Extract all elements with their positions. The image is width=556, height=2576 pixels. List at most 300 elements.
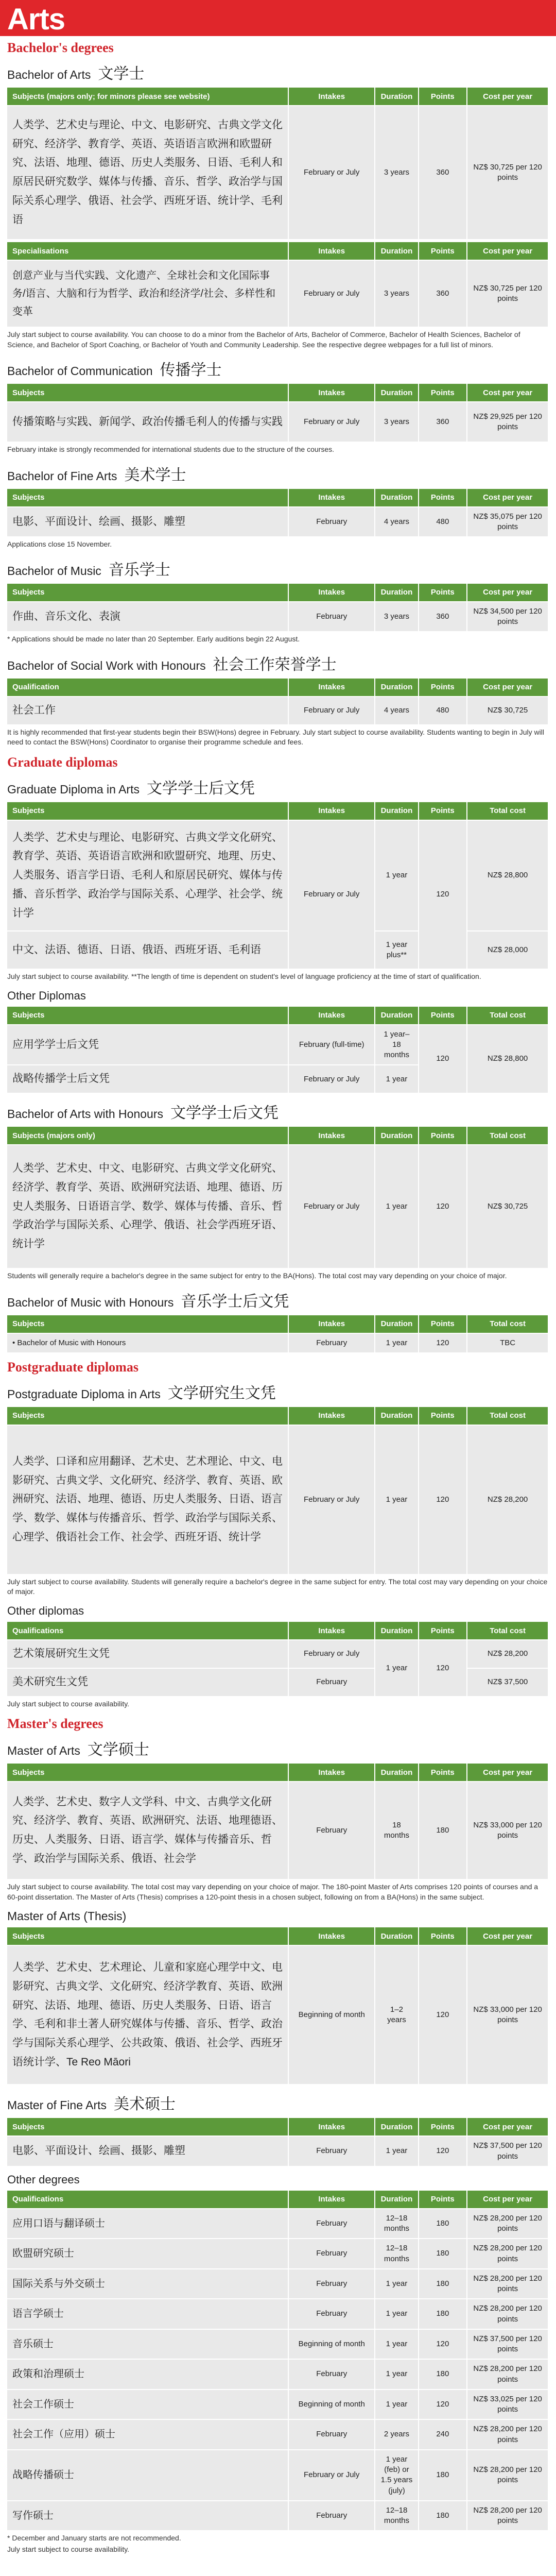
header-duration: Duration [375,1007,419,1024]
subjects-cell: 人类学、口译和应用翻译、艺术史、艺术理论、中文、电影研究、古典文学、文化研究、经济学、教育、英语、欧洲研究、法语、地理、德语、历史人类服务、日语、语言学、数学、媒体与传播音乐、哲学、政治学与国际关系、心理学、俄语社会工作、社会学、西班牙语、统计学 [7,1425,289,1574]
program-title-zh: 文学学士后文凭 [170,1105,279,1122]
header-subjects: Subjects [7,802,289,820]
duration-cell: 12–18 months [375,2500,419,2531]
program-title-en: Bachelor of Music [7,564,101,578]
qualification-cell: 社会工作（应用）硕士 [7,2419,289,2449]
footnote: July start subject to course availability. You can choose to do a minor from the Bachelor of Arts, Bachelor of Commerce, Bachelor of Health Sciences, Bachelor of Science, and Bachelor of Sport Coaching, or Bachelor of Youth and Community Leadership. See the respective degree webpages for a full list of minors. [7,330,520,349]
points-cell: 480 [419,506,468,537]
cost-cell: TBC [467,1333,549,1352]
points-cell: 360 [419,601,468,632]
duration-cell: 3 years [375,601,419,632]
program-bsw [7,652,549,748]
table-row [7,1333,549,1352]
cost-cell: NZ$ 37,500 [467,1668,549,1696]
header-intakes: Intakes [289,242,375,260]
footnote: February intake is strongly recommended for international students due to the structure of the courses. [7,445,334,454]
program-title-zh: 社会工作荣誉学士 [213,656,337,673]
subjects-cell: 作曲、音乐文化、表演 [7,601,289,632]
header-intakes: Intakes [289,1927,375,1945]
intakes-cell: February or July [289,820,375,969]
footnote: * Applications should be made no later than 20 September. Early auditions begin 22 August. [7,635,300,643]
table-row [7,1639,549,1668]
table-row [7,1781,549,1879]
header-intakes: Intakes [289,1315,375,1333]
program-table [7,88,549,239]
header-points: Points [419,2191,468,2208]
points-cell: 360 [419,260,468,327]
program-title-zh: 文学研究生文凭 [167,1384,276,1402]
header-duration: Duration [375,384,419,401]
subjects-cell: 人类学、艺术史与理论、中文、电影研究、古典文学文化研究、经济学、教育学、英语、英语语言欧洲和欧盟研究、法语、地理、德语、历史人类服务、日语、毛利人和原居民研究数学、媒体与传播、音乐、哲学、政治学与国际关系心理学、俄语、社会学、西班牙语、统计学、毛利语 [7,105,289,239]
cost-cell: NZ$ 28,200 per 120 points [467,2500,549,2531]
points-cell: 120 [419,820,468,969]
duration-cell: 1 year [375,2329,419,2359]
header-intakes: Intakes [289,88,375,105]
header-points: Points [419,1622,468,1639]
points-cell: 120 [419,1639,468,1696]
footnote: July start subject to course availability. [7,1699,130,1708]
subjects-cell: 应用学学士后文凭 [7,1024,289,1065]
duration-cell: 1 year [375,1333,419,1352]
intakes-cell: Beginning of month [289,1945,375,2084]
points-cell: 360 [419,401,468,442]
duration-cell: 1 year–18 months [375,1024,419,1065]
intakes-cell: Beginning of month [289,2389,375,2419]
header-duration: Duration [375,1927,419,1945]
cost-cell: NZ$ 28,800 [467,820,549,930]
points-cell: 180 [419,2449,468,2500]
duration-cell: 3 years [375,105,419,239]
program-gda [7,775,549,982]
header-cost: Cost per year [467,584,549,601]
program-ma-thesis [7,1909,549,2084]
points-cell: 180 [419,2500,468,2531]
table-row [7,930,549,969]
intakes-cell: February or July [289,1064,375,1093]
header-intakes: Intakes [289,679,375,696]
subjects-cell: 人类学、艺术史与理论、电影研究、古典文学文化研究、教育学、英语、英语语言欧洲和欧盟研究、地理、历史、人类服务、语言学日语、毛利人和原居民研究、媒体与传播、音乐哲学、政治学与国际关系、心理学、社会学、统计学 [7,820,289,930]
table-row [7,696,549,724]
program-table [7,1127,549,1268]
section-heading-graduate: Graduate diplomas [7,754,118,770]
program-table [7,1927,549,2084]
table-row [7,2136,549,2166]
qualification-cell: 写作硕士 [7,2500,289,2531]
points-cell: 120 [419,1333,468,1352]
duration-cell: 1 year [375,2268,419,2299]
subjects-cell: 人类学、艺术史、艺术理论、儿童和家庭心理学中文、电影研究、古典文学、文化研究、经济学教育、英语、欧洲研究、法语、地理、德语、历史人类服务、日语、语言学、毛利和非土著人研究媒体与传播、音乐、哲学、政治学与国际关系心理学、公共政策、俄语、社会学、西班牙语统计学、Te Reo Māori [7,1945,289,2084]
cost-cell: NZ$ 29,925 per 120 points [467,401,549,442]
header-subjects: Subjects [7,1407,289,1425]
program-table [7,1407,549,1574]
table-row [7,2268,549,2299]
header-cost: Cost per year [467,2118,549,2136]
header-subjects: Subjects (majors only; for minors please see website) [7,88,289,105]
program-title [7,357,549,380]
section-heading-masters: Master's degrees [7,1716,103,1732]
duration-cell: 1 year [375,1144,419,1268]
header-points: Points [419,242,468,260]
table-row [7,2298,549,2329]
points-cell: 240 [419,2419,468,2449]
program-table-specialisations [7,242,549,327]
program-title-en: Master of Arts [7,1744,80,1758]
points-cell: 180 [419,2359,468,2389]
header-duration: Duration [375,679,419,696]
footnote: It is highly recommended that first-year students begin their BSW(Hons) degree in February. July start subject to course availability. Students wanting to begin in July will need to contact the BSW(Hons) Coordinator to organise their programme schedule and fees. [7,727,544,747]
program-other-diplomas [7,989,549,1093]
header-duration: Duration [375,489,419,506]
header-total-cost: Total cost [467,802,549,820]
program-table [7,1764,549,1879]
intakes-cell: February [289,2136,375,2166]
program-other-pg-diplomas [7,1604,549,1709]
subjects-cell: 创意产业与当代实践、文化遗产、全球社会和文化国际事务/语言、大脑和行为哲学、政治和经济学/社会、多样性和变革 [7,260,289,327]
header-cost: Cost per year [467,1764,549,1781]
header-duration: Duration [375,2118,419,2136]
header-intakes: Intakes [289,1622,375,1639]
sub-heading: Other degrees [7,2173,80,2186]
subjects-cell: • Bachelor of Music with Honours [7,1333,289,1352]
header-points: Points [419,584,468,601]
cost-cell: NZ$ 30,725 [467,1144,549,1268]
subjects-cell: 电影、平面设计、绘画、摄影、雕塑 [7,506,289,537]
footnote: July start subject to course availability. **The length of time is dependent on student's level of language proficiency at the time of start of qualification. [7,972,481,980]
program-pgda [7,1380,549,1597]
program-ba-hons [7,1100,549,1281]
duration-cell: 12–18 months [375,2238,419,2268]
qualification-cell: 国际关系与外交硕士 [7,2268,289,2299]
cost-cell: NZ$ 30,725 per 120 points [467,260,549,327]
program-title-zh: 美术硕士 [114,2096,176,2113]
program-title [7,652,549,674]
header-intakes: Intakes [289,2191,375,2208]
table-row [7,1144,549,1268]
table-row [7,1425,549,1574]
header-points: Points [419,489,468,506]
cost-cell: NZ$ 28,800 [467,1024,549,1093]
table-row [7,260,549,327]
duration-cell: 1 year [375,820,419,930]
header-points: Points [419,802,468,820]
duration-cell: 1 year plus** [375,930,419,969]
duration-cell: 18 months [375,1781,419,1879]
subjects-cell: 社会工作 [7,696,289,724]
header-subjects: Subjects [7,1764,289,1781]
cost-cell: NZ$ 33,000 per 120 points [467,1781,549,1879]
header-subjects: Subjects (majors only) [7,1127,289,1144]
qualification-cell: 语言学硕士 [7,2298,289,2329]
duration-cell: 1–2 years [375,1945,419,2084]
header-qualification: Qualification [7,679,289,696]
duration-cell: 3 years [375,260,419,327]
header-intakes: Intakes [289,1007,375,1024]
points-cell: 180 [419,2268,468,2299]
cost-cell: NZ$ 34,500 per 120 points [467,601,549,632]
header-intakes: Intakes [289,1407,375,1425]
header-qualifications: Qualifications [7,1622,289,1639]
table-row [7,1668,549,1696]
subjects-cell: 人类学、艺术史、中文、电影研究、古典文学文化研究、经济学、教育学、英语、欧洲研究法语、地理、德语、历史人类服务、日语语言学、数学、媒体与传播、音乐、哲学政治学与国际关系、心理学、俄语、社会学西班牙语、统计学 [7,1144,289,1268]
section-heading-postgraduate: Postgraduate diplomas [7,1359,138,1375]
program-title [7,61,549,83]
cost-cell: NZ$ 28,200 [467,1639,549,1668]
header-duration: Duration [375,802,419,820]
cost-cell: NZ$ 37,500 per 120 points [467,2329,549,2359]
intakes-cell: February [289,2208,375,2239]
header-total-cost: Total cost [467,1315,549,1333]
sub-heading: Other Diplomas [7,989,86,1002]
intakes-cell: February [289,2238,375,2268]
header-points: Points [419,1127,468,1144]
section-heading-bachelors: Bachelor's degrees [7,40,114,55]
intakes-cell: Beginning of month [289,2329,375,2359]
cost-cell: NZ$ 30,725 [467,696,549,724]
program-table [7,1622,549,1696]
header-subjects: Subjects [7,2118,289,2136]
program-table [7,2191,549,2531]
duration-cell: 1 year [375,2298,419,2329]
table-row [7,1024,549,1065]
intakes-cell: February [289,2500,375,2531]
qualification-cell: 欧盟研究硕士 [7,2238,289,2268]
table-row [7,2419,549,2449]
program-ma [7,1737,549,1902]
program-table [7,384,549,442]
header-cost: Cost per year [467,88,549,105]
intakes-cell: February [289,1781,375,1879]
subjects-cell: 传播策略与实践、新闻学、政治传播毛利人的传播与实践 [7,401,289,442]
header-intakes: Intakes [289,384,375,401]
program-table [7,2118,549,2166]
program-title [7,1289,549,1311]
points-cell: 180 [419,2208,468,2239]
table-row [7,2208,549,2239]
intakes-cell: February or July [289,1144,375,1268]
subjects-cell: 美术研究生文凭 [7,1668,289,1696]
subjects-cell: 中文、法语、德语、日语、俄语、西班牙语、毛利语 [7,930,289,969]
intakes-cell: February (full-time) [289,1024,375,1065]
duration-cell: 1 year [375,1639,419,1696]
cost-cell: NZ$ 33,000 per 120 points [467,1945,549,2084]
sub-heading: Other diplomas [7,1604,84,1618]
table-row [7,601,549,632]
qualification-cell: 音乐硕士 [7,2329,289,2359]
program-title [7,2091,549,2114]
intakes-cell: February or July [289,696,375,724]
cost-cell: NZ$ 28,200 per 120 points [467,2238,549,2268]
table-row [7,2389,549,2419]
table-row [7,105,549,239]
cost-cell: NZ$ 37,500 per 120 points [467,2136,549,2166]
intakes-cell: February [289,2419,375,2449]
duration-cell: 1 year [375,2359,419,2389]
header-points: Points [419,1927,468,1945]
header-total-cost: Total cost [467,1007,549,1024]
intakes-cell: February [289,601,375,632]
points-cell: 120 [419,2329,468,2359]
qualification-cell: 社会工作硕士 [7,2389,289,2419]
intakes-cell: February [289,1333,375,1352]
program-title-en: Bachelor of Arts [7,68,91,81]
qualification-cell: 战略传播硕士 [7,2449,289,2500]
duration-cell: 12–18 months [375,2208,419,2239]
program-title [7,775,549,798]
header-points: Points [419,1007,468,1024]
header-points: Points [419,384,468,401]
header-duration: Duration [375,584,419,601]
subjects-cell: 电影、平面设计、绘画、摄影、雕塑 [7,2136,289,2166]
header-cost: Cost per year [467,1927,549,1945]
header-specialisations: Specialisations [7,242,289,260]
header-cost: Cost per year [467,489,549,506]
program-title-en: Bachelor of Fine Arts [7,469,117,483]
program-bmus-hons [7,1289,549,1352]
points-cell: 180 [419,2298,468,2329]
header-intakes: Intakes [289,584,375,601]
intakes-cell: February [289,506,375,537]
header-points: Points [419,1407,468,1425]
program-table [7,1315,549,1352]
table-row [7,2238,549,2268]
table-row [7,506,549,537]
program-title-zh: 传播学士 [160,362,222,379]
program-table [7,679,549,724]
duration-cell: 2 years [375,2419,419,2449]
points-cell: 120 [419,1945,468,2084]
duration-cell: 1 year [375,2136,419,2166]
program-table [7,489,549,537]
intakes-cell: February or July [289,260,375,327]
cost-cell: NZ$ 28,200 per 120 points [467,2449,549,2500]
header-duration: Duration [375,1127,419,1144]
duration-cell: 4 years [375,696,419,724]
intakes-cell: February [289,2359,375,2389]
cost-cell: NZ$ 28,200 per 120 points [467,2419,549,2449]
page-title: Arts [7,3,65,36]
program-table [7,584,549,632]
intakes-cell: February or July [289,2449,375,2500]
header-intakes: Intakes [289,802,375,820]
program-bcom [7,357,549,455]
header-duration: Duration [375,1764,419,1781]
table-row [7,401,549,442]
table-row [7,2449,549,2500]
intakes-cell: February or July [289,1425,375,1574]
duration-cell: 4 years [375,506,419,537]
subjects-cell: 艺术策展研究生文凭 [7,1639,289,1668]
header-subjects: Subjects [7,1927,289,1945]
header-subjects: Subjects [7,1007,289,1024]
program-title-en: Master of Arts (Thesis) [7,1909,127,1923]
program-title-en: Bachelor of Communication [7,364,153,378]
program-other-degrees [7,2173,549,2555]
points-cell: 360 [419,105,468,239]
intakes-cell: February or July [289,401,375,442]
header-cost: Cost per year [467,679,549,696]
header-duration: Duration [375,1407,419,1425]
header-duration: Duration [375,242,419,260]
footnote: Applications close 15 November. [7,540,112,549]
program-title [7,557,549,580]
header-total-cost: Total cost [467,1407,549,1425]
header-total-cost: Total cost [467,1127,549,1144]
header-intakes: Intakes [289,1127,375,1144]
footnote: July start subject to course availability. Students will generally require a bachelor's degree in the same subject for entry. The total cost may vary depending on your choice of major. [7,1577,548,1596]
program-title-en: Bachelor of Social Work with Honours [7,658,206,672]
program-table [7,802,549,969]
program-title [7,1737,549,1759]
program-title-en: Bachelor of Music with Honours [7,1295,174,1309]
cost-cell: NZ$ 28,200 per 120 points [467,2208,549,2239]
table-row [7,2500,549,2531]
header-duration: Duration [375,88,419,105]
header-points: Points [419,2118,468,2136]
header-subjects: Subjects [7,384,289,401]
program-title-zh: 文学硕士 [87,1741,149,1759]
program-title-zh: 文学士 [98,65,145,82]
cost-cell: NZ$ 28,000 [467,930,549,969]
cost-cell: NZ$ 28,200 [467,1425,549,1574]
header-points: Points [419,1315,468,1333]
footnote: July start subject to course availability. The total cost may vary depending on your choice of major. The 180-point Master of Arts comprises 120 points of courses and a 60-point dissertation. The Master of Arts (Thesis) comprises a 120-point thesis in a chosen subject, following on from a BA(Hons) in the same subject. [7,1883,538,1901]
intakes-cell: February or July [289,105,375,239]
program-title-en: Bachelor of Arts with Honours [7,1107,163,1121]
header-subjects: Subjects [7,489,289,506]
program-table [7,1007,549,1093]
table-row [7,1945,549,2084]
points-cell: 120 [419,1425,468,1574]
subjects-cell: 战略传播学士后文凭 [7,1064,289,1093]
header-cost: Cost per year [467,2191,549,2208]
header-cost: Cost per year [467,242,549,260]
table-row [7,2329,549,2359]
header-qualifications: Qualifications [7,2191,289,2208]
program-title-zh: 美术学士 [124,466,186,484]
header-duration: Duration [375,1622,419,1639]
header-duration: Duration [375,1315,419,1333]
header-points: Points [419,679,468,696]
header-subjects: Subjects [7,584,289,601]
header-points: Points [419,1764,468,1781]
program-title [7,1909,549,1923]
program-title-en: Master of Fine Arts [7,2098,107,2112]
program-title-en: Postgraduate Diploma in Arts [7,1387,161,1401]
qualification-cell: 政策和治理硕士 [7,2359,289,2389]
duration-cell: 3 years [375,401,419,442]
cost-cell: NZ$ 28,200 per 120 points [467,2298,549,2329]
header-total-cost: Total cost [467,1622,549,1639]
header-subjects: Subjects [7,1315,289,1333]
program-title [7,1100,549,1123]
program-bfa [7,462,549,550]
cost-cell: NZ$ 33,025 per 120 points [467,2389,549,2419]
program-bmus [7,557,549,645]
header-intakes: Intakes [289,2118,375,2136]
program-title-zh: 音乐学士后文凭 [181,1293,289,1310]
subjects-cell: 人类学、艺术史、数字人文学科、中文、古典学文化研究、经济学、教育、英语、欧洲研究、法语、地理德语、历史、人类服务、日语、语言学、媒体与传播音乐、哲学、政治学与国际关系、俄语、社会学 [7,1781,289,1879]
duration-cell: 1 year [375,2389,419,2419]
footnote: July start subject to course availability. [7,2545,130,2553]
header-intakes: Intakes [289,1764,375,1781]
intakes-cell: February or July [289,1639,375,1668]
points-cell: 120 [419,2389,468,2419]
header-cost: Cost per year [467,384,549,401]
program-mfa [7,2091,549,2166]
cost-cell: NZ$ 28,200 per 120 points [467,2359,549,2389]
program-ba [7,61,549,350]
duration-cell: 1 year (feb) or 1.5 years (july) [375,2449,419,2500]
